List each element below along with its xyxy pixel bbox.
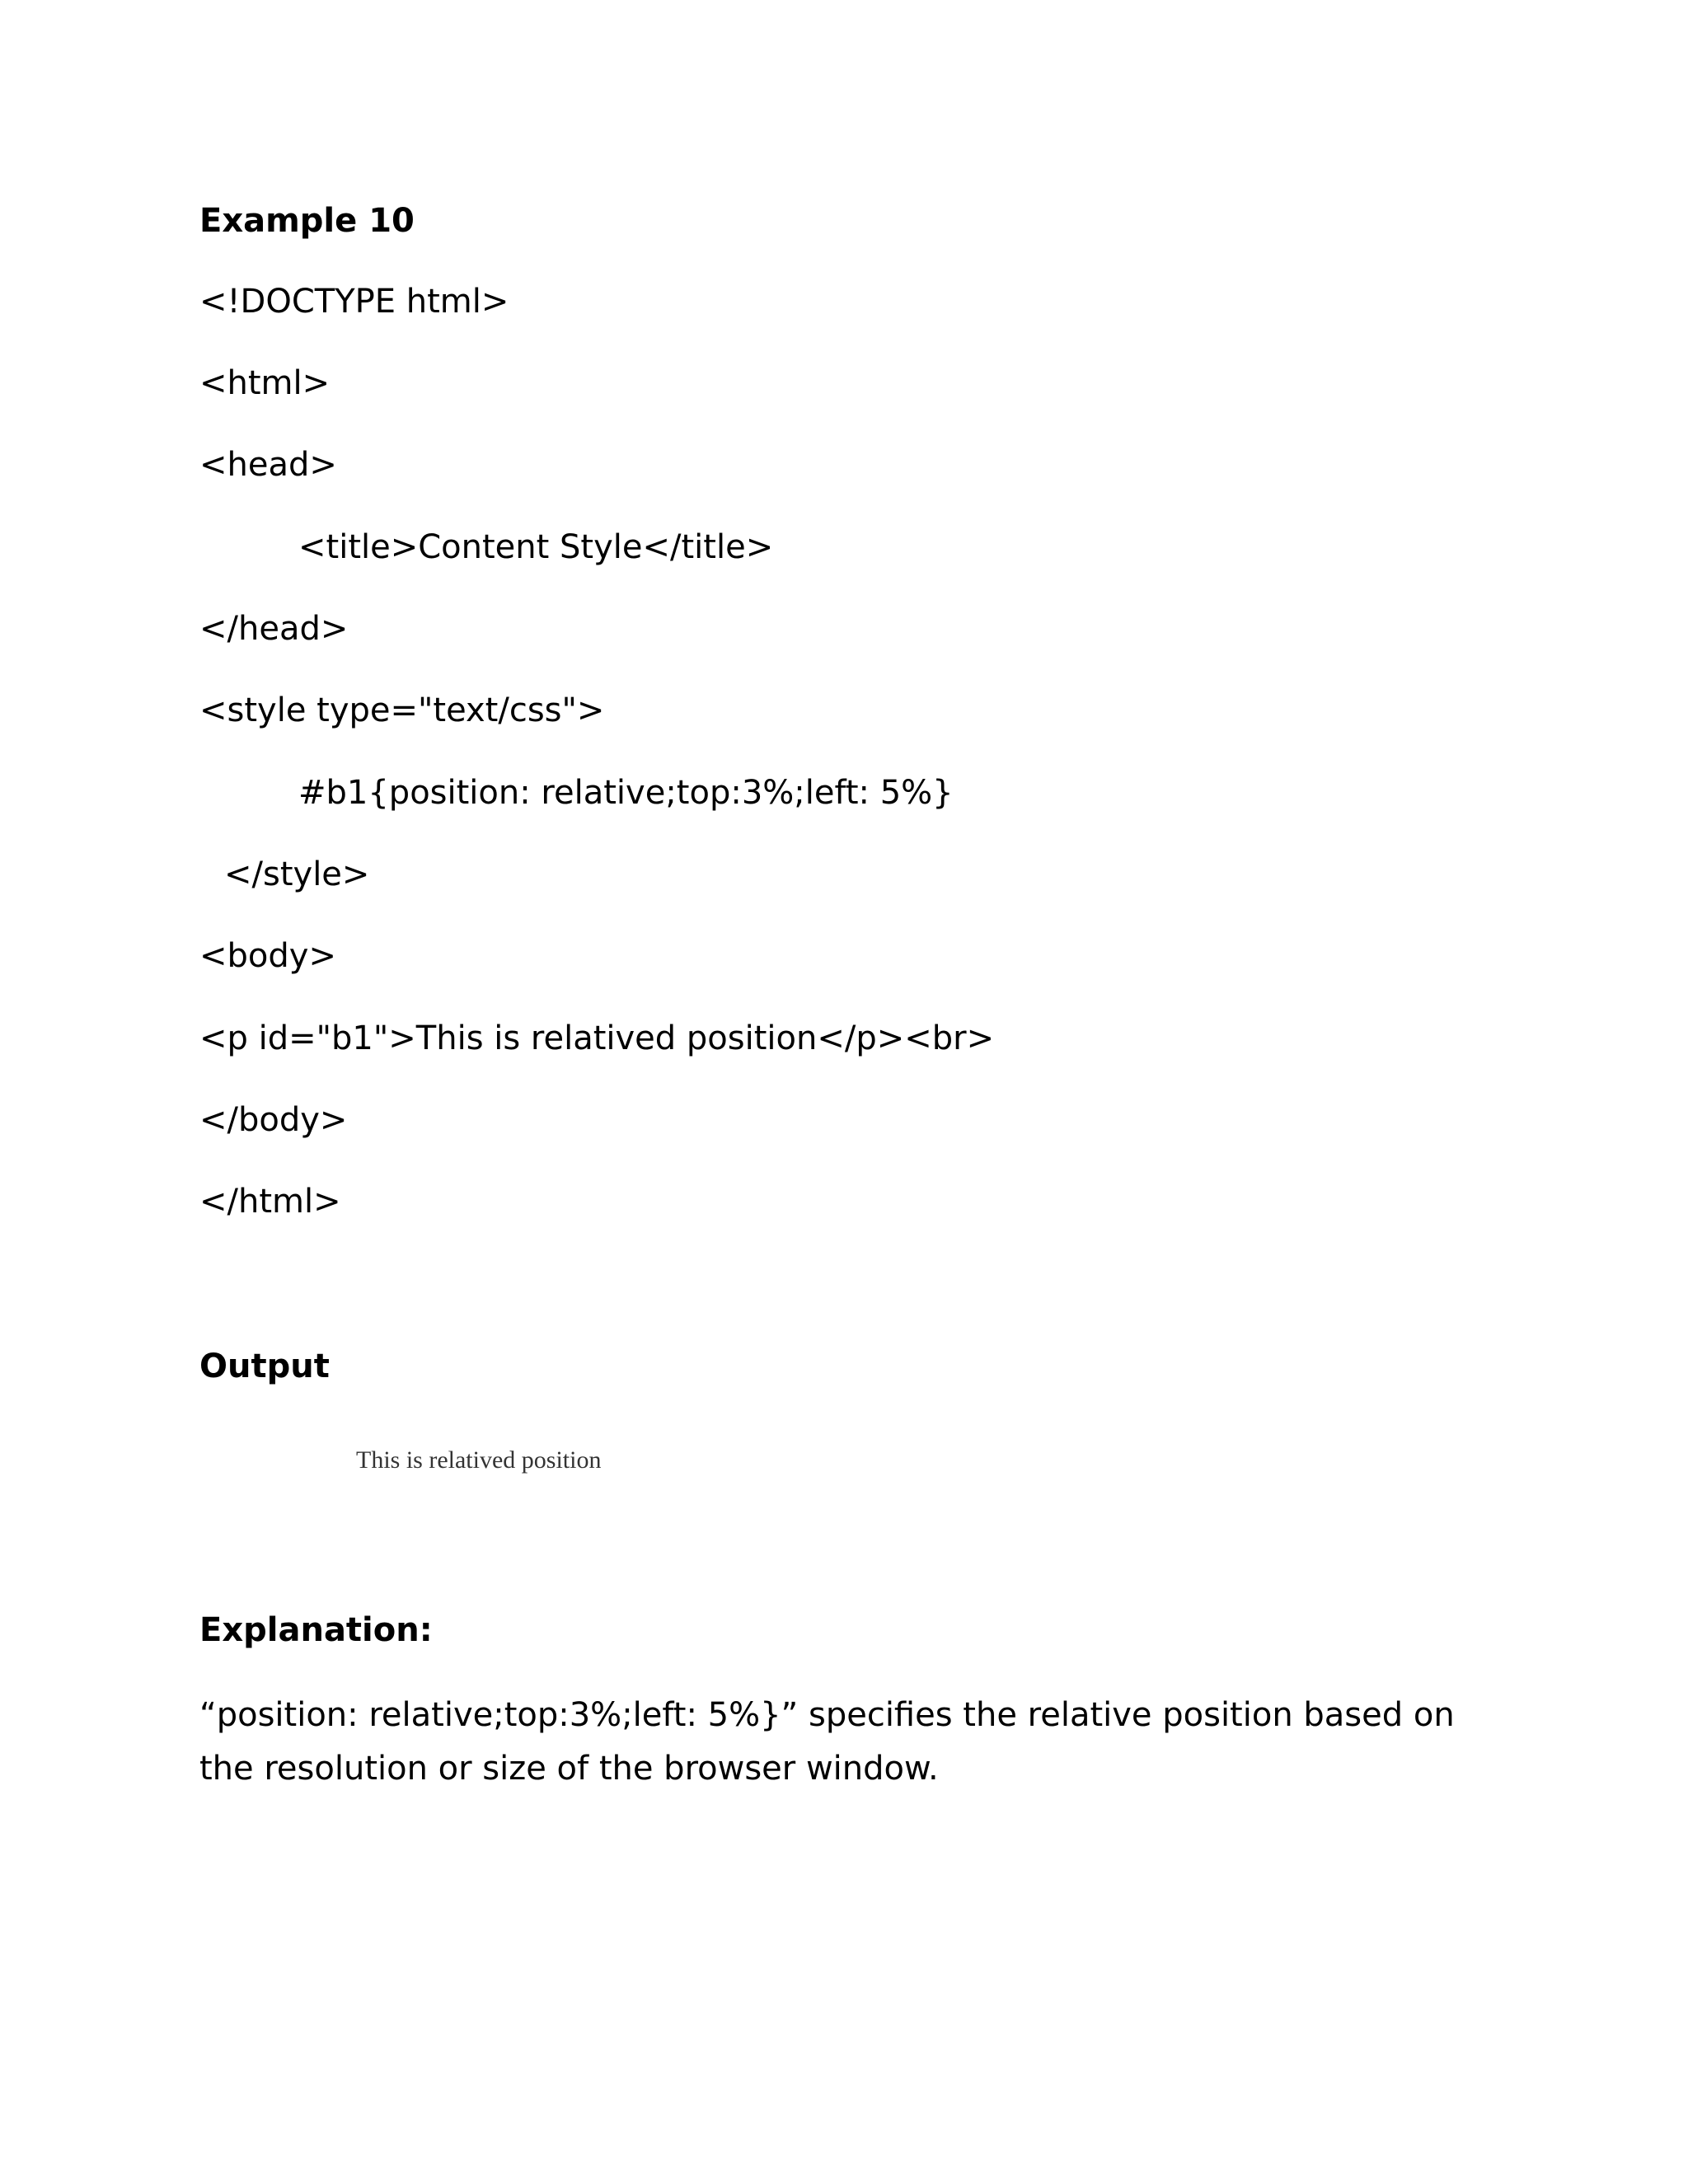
explanation-text: “position: relative;top:3%;left: 5%}” specifies the relative position based on the resolution or size of the browser window. xyxy=(199,1696,1455,1788)
explanation-heading: Explanation: xyxy=(199,1611,433,1649)
code-line-css-rule: #b1{position: relative;top:3%;left: 5%} xyxy=(298,774,954,812)
output-heading: Output xyxy=(199,1347,330,1385)
code-line-head-open: <head> xyxy=(199,446,337,484)
code-line-style-open: <style type="text/css"> xyxy=(199,691,605,729)
code-line-style-close: </style> xyxy=(224,855,370,893)
code-line-body-open: <body> xyxy=(199,937,336,975)
code-line-title: <title>Content Style</title> xyxy=(298,528,774,566)
code-line-html-close: </html> xyxy=(199,1183,341,1221)
code-line-html-open: <html> xyxy=(199,364,331,402)
code-line-paragraph: <p id="b1">This is relatived position</p><br> xyxy=(199,1019,995,1057)
output-rendered-sample: This is relatived position xyxy=(356,1446,602,1474)
code-line-doctype: <!DOCTYPE html> xyxy=(199,283,509,321)
code-line-head-close: </head> xyxy=(199,610,349,648)
code-line-body-close: </body> xyxy=(199,1101,348,1139)
example-title: Example 10 xyxy=(199,202,415,240)
